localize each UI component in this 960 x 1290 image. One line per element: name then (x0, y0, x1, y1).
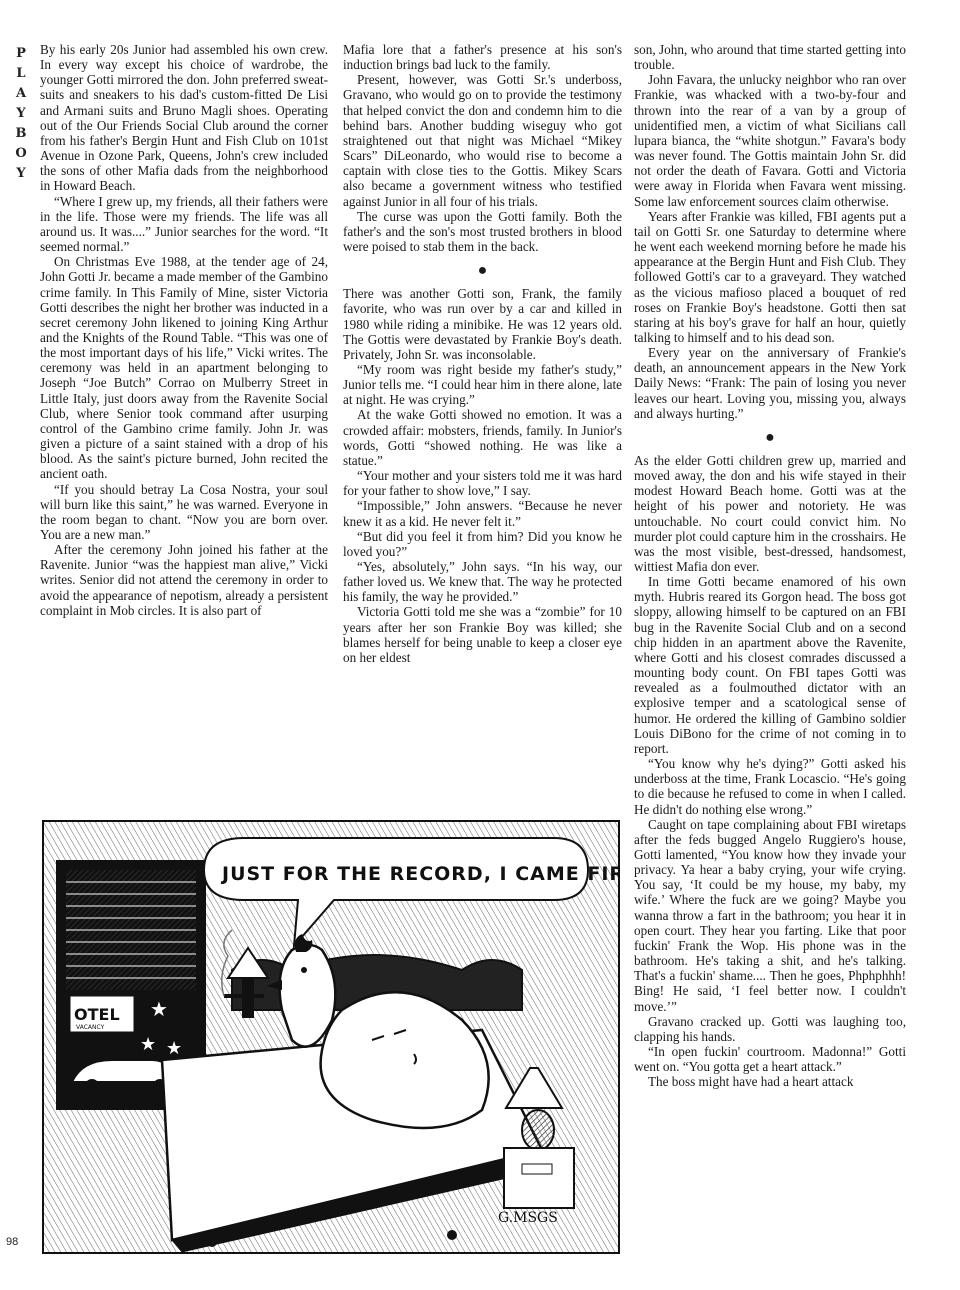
paragraph: “Your mother and your sisters told me it was hard for your father to show love,” I say. (343, 468, 622, 499)
masthead (10, 44, 32, 184)
cartoonist-signature: G.MSGS (498, 1210, 558, 1226)
svg-text:★: ★ (140, 1034, 157, 1055)
paragraph: “Impossible,” John answers. “Because he never knew it as a kid. He never felt it.” (343, 498, 622, 529)
paragraph: Caught on tape complaining about FBI wiretaps after the feds bugged Angelo Ruggiero's house, Gotti lamented, “You know how they invade your privacy. Ya hear a baby crying, your wife crying. You say, ‘It could be my house, my baby, my wife.’ Where the fuck are we going? Maybe you wanna throw a fart in the bathroom; you hear it in open court. They hear you farting. Like that poor fuckin' Frank the Wop. His phone was in the bathroom. He's taking a shit, and he's talking. That's a fuckin' shame.... Then he goes, Phphphhh! Bing! He said, ‘I feel better now. I couldn't move.’” (634, 816, 906, 1014)
paragraph: “Where I grew up, my friends, all their fathers were in the life. Those were my friends. The life was all around us. It was....” Junior searches for the word. “It seemed normal.” (40, 193, 328, 255)
paragraph: Years after Frankie was killed, FBI agents put a tail on Gotti Sr. one Saturday to determine where he went each weekend morning before he made his appearance at the Bergin Hunt and Fish Club. They followed Gotti's car to a graveyard. They watched as the vicious mafioso placed a bouquet of red roses on Frankie Boy's headstone. Gotti then sat staring at his boy's grave for half an hour, quietly talking to himself and to his dead son. (634, 208, 906, 345)
paragraph: By his early 20s Junior had assembled his own crew. In every way except his choice of wardrobe, the younger Gotti mirrored the don. John preferred sweat-suits and sneakers to his dad's custom-fitted De Lisi and Armani suits and Bruno Magli shoes. Operating out of the Our Friends Social Club around the corner from his father's Bergin Hunt and Fish Club on 101st Avenue in Ozone Park, Queens, John's crew included the sons of other Mafia dads from the neighborhood in Howard Beach. (40, 42, 328, 194)
svg-text:★: ★ (166, 1038, 183, 1059)
paragraph: At the wake Gotti showed no emotion. It was a crowded affair: mobsters, friends, family. In Junior's words, Gotti “showed nothing. He was like a statue.” (343, 407, 622, 468)
paragraph: Victoria Gotti told me she was a “zombie” for 10 years after her son Frankie Boy was killed; she blames herself for being unable to keep a closer eye on her eldest (343, 604, 622, 665)
paragraph: Present, however, was Gotti Sr.'s underboss, Gravano, who would go on to provide the testimony that helped convict the don and condemn him to die behind bars. Another budding wiseguy who got straightened out that night was Michael “Mikey Scars” DiLeonardo, who would rise to become a captain with close ties to the Gottis. Mikey Scars also became a government witness who testified against Junior in all four of his trials. (343, 72, 622, 209)
paragraph: In time Gotti became enamored of his own myth. Hubris reared its Gorgon head. The boss got sloppy, allowing himself to be captured on an FBI bug in the Ravenite Social Club and on a second chip hidden in an apartment above the Ravenite, where Gotti and his closest comrades discussed a mounting body count. On FBI tapes Gotti was revealed as a foulmouthed dictator with an explosive temper and a scatological sense of humor. He ordered the killing of Gambino soldier Louis DiBono for the crime of not coming in to report. (634, 574, 906, 756)
vacancy-sign-text: VACANCY (76, 1024, 105, 1031)
paragraph: After the ceremony John joined his father at the Ravenite. Junior “was the happiest man alive,” Vicki writes. Senior did not attend the ceremony in order to avoid the appearance of nepotism, already a persistent complaint in Mob circles. It is also part of (40, 542, 328, 618)
paragraph: “You know why he's dying?” Gotti asked his underboss at the time, Frank Locascio. “He's going to die because he refused to come in when I called. He didn't do nothing else wrong.” (634, 756, 906, 817)
section-break-bullet: ● (765, 428, 775, 446)
cartoon-caption: JUST FOR THE RECORD, I CAME FIRST. (222, 863, 620, 885)
paragraph: On Christmas Eve 1988, at the tender age of 24, John Gotti Jr. became a made member of the Gambino crime family. In This Family of Mine, sister Victoria Gotti describes the night her brother was inducted in a secret ceremony John likened to joining King Arthur and the Knights of the Round Table. “This was one of the most important days of his life,” Vicki writes. The ceremony was held in an apartment belonging to Joseph “Joe Butch” Corrao on Mulberry Street in Little Italy, just doors away from the Ravenite Social Club, where Senior took command after usurping control of the Gambino crime family. John Jr. was given a picture of a saint stained with a drop of his blood. As the saint's picture burned, John recited the ancient oath. (40, 254, 328, 482)
section-break-bullet: ● (477, 262, 488, 280)
paragraph: John Favara, the unlucky neighbor who ran over Frankie, was whacked with a two-by-four and thrown into the rear of a van by a group of unidentified men, a victim of what Sicilians call lupara bianca, the “white shotgun.” Favara's body was never found. The Gottis maintain John Sr. did not order the death of Favara. Gotti and Victoria were away in Florida when Favara went missing. Some law enforcement sources claim otherwise. (634, 72, 906, 209)
paragraph: son, John, who around that time started getting into trouble. (634, 42, 906, 73)
paragraph: As the elder Gotti children grew up, married and moved away, the don and his wife stayed in their modest Howard Beach home. Gotti was at the height of his power and notoriety. He was untouchable. No court could convict him. No murder plot could capture him in the crosshairs. He was the most visible, best-dressed, handsomest, wittiest Mafia don ever. (634, 452, 906, 574)
paragraph: “In open fuckin' courtroom. Madonna!” Gotti went on. “You gotta get a heart attack.” (634, 1044, 906, 1075)
paragraph: The curse was upon the Gotti family. Both the father's and the son's most trusted brothers in blood were poised to stab them in the back. (343, 208, 622, 255)
paragraph: “My room was right beside my father's study,” Junior tells me. “I could hear him in there alone, late at night. He was crying.” (343, 361, 622, 408)
paragraph: “But did you feel it from him? Did you know he loved you?” (343, 528, 622, 559)
svg-text:★: ★ (150, 997, 168, 1021)
paragraph: There was another Gotti son, Frank, the family favorite, who was run over by a car and killed in 1980 while riding a minibike. He was 12 years old. The Gottis were devastated by Frankie Boy's death. Privately, John Sr. was inconsolable. (343, 286, 622, 362)
masthead-text: P L A Y B O Y (15, 46, 27, 181)
page-number: 98 (6, 1236, 19, 1248)
paragraph: The boss might have had a heart attack (648, 1074, 854, 1090)
motel-sign-text: OTEL (74, 1005, 120, 1024)
text-column-2 (343, 42, 622, 802)
cartoon-illustration (42, 820, 620, 1254)
paragraph: “Yes, absolutely,” John says. “In his way, our father loved us. We knew that. The way he protected his family, the way he provided.” (343, 559, 622, 605)
paragraph: Mafia lore that a father's presence at his son's induction brings bad luck to the family. (343, 42, 622, 73)
paragraph: “If you should betray La Cosa Nostra, your soul will burn like this saint,” he was warned. Everyone in the room began to chant. “Now you are born over. You are a new man.” (40, 481, 328, 542)
text-column-3 (634, 42, 906, 1257)
paragraph: Every year on the anniversary of Frankie's death, an announcement appears in the New York Daily News: “Frank: The pain of losing you never leaves our heart. Loving you, missing you, always and always hurting.” (634, 345, 906, 421)
paragraph: Gravano cracked up. Gotti was laughing too, clapping his hands. (634, 1013, 906, 1044)
text-column-1 (40, 42, 328, 802)
